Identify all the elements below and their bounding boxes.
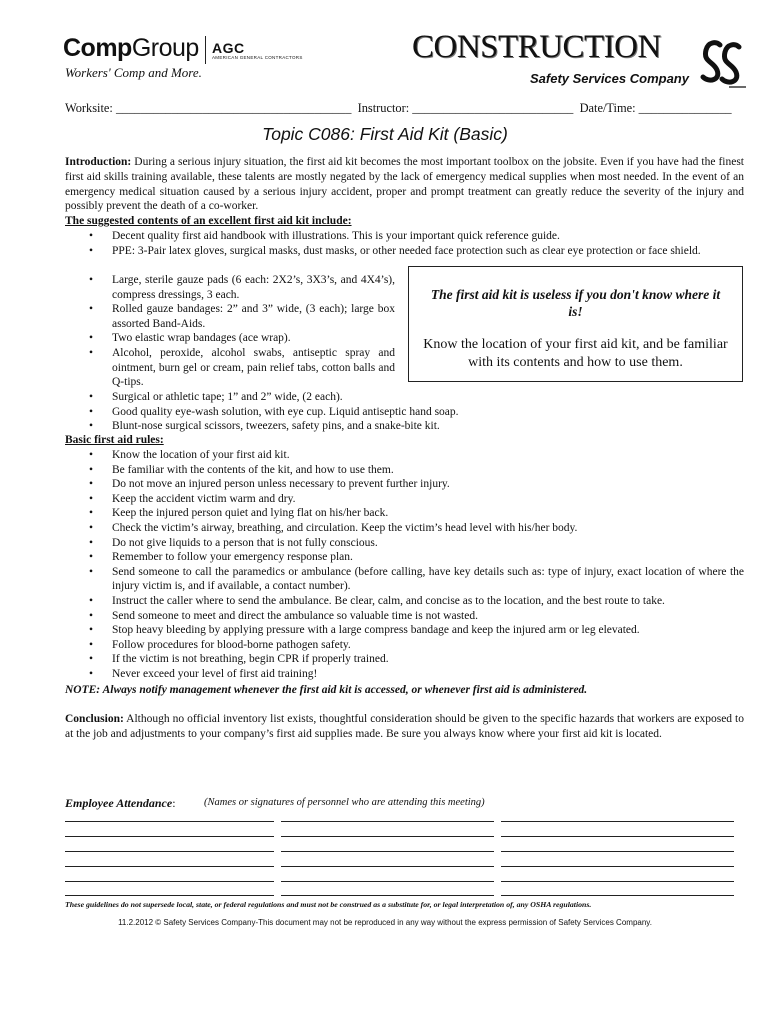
signature-line[interactable] [501, 851, 734, 852]
rules-list [65, 448, 744, 682]
signature-line[interactable] [65, 866, 274, 867]
compgroup-logo: CompGroup [63, 34, 199, 62]
signature-line[interactable] [65, 881, 274, 882]
ss-logo-icon [700, 36, 746, 88]
callout-box [408, 266, 743, 382]
list-item: • Surgical or athletic tape; 1” and 2” wide, (2 each). [65, 390, 744, 405]
list-item: • Instruct the caller where to send the ambulance. Be clear, calm, and concise as to the location, and the best route to take. [65, 594, 744, 609]
list-item: • Send someone to call the paramedics or ambulance (before calling, have key details such as: type of injury, exact location of where the injury victim is, and if available, a contact number). [65, 565, 744, 594]
list-item: • Know the location of your first aid kit. [65, 448, 744, 463]
company-name: Safety Services Company [530, 71, 689, 86]
contents-list [65, 229, 744, 258]
signature-line[interactable] [501, 895, 734, 896]
list-item: • Alcohol, peroxide, alcohol swabs, antiseptic spray and ointment, burn gel or cream, pain relief tabs, cotton balls and Q-tips. [65, 346, 395, 390]
list-item: • Be familiar with the contents of the kit, and how to use them. [65, 463, 744, 478]
list-item: • Blunt-nose surgical scissors, tweezers, safety pins, and a snake-bite kit. [65, 419, 744, 434]
signature-line[interactable] [501, 836, 734, 837]
attendance-instructions: (Names or signatures of personnel who are attending this meeting) [204, 797, 485, 808]
copyright-notice: 11.2.2012 © Safety Services Company-This document may not be reproduced in any way without the express permission of Safety Services Company. [118, 918, 652, 927]
signature-line[interactable] [65, 895, 274, 896]
list-item: • Large, sterile gauze pads (6 each: 2X2’s, 3X3’s, and 4X4’s), compress dressings, 3 each. [65, 273, 395, 302]
topic-title: Topic C086: First Aid Kit (Basic) [262, 124, 508, 144]
callout-text: Know the location of your first aid kit, and be familiar with its contents and how to use them. [423, 337, 728, 370]
list-item: • PPE: 3-Pair latex gloves, surgical masks, dust masks, or other needed face protection such as clear eye protection or face shield. [65, 244, 744, 259]
contents-heading: The suggested contents of an excellent first aid kit include: [65, 215, 352, 227]
signature-line[interactable] [501, 821, 734, 822]
list-item: • Rolled gauze bandages: 2” and 3” wide, (3 each); large box assorted Band-Aids. [65, 302, 395, 331]
list-item: • Send someone to meet and direct the ambulance so valuable time is not wasted. [65, 609, 744, 624]
list-item: • Do not move an injured person unless necessary to prevent further injury. [65, 477, 744, 492]
list-item: • Good quality eye-wash solution, with eye cup. Liquid antiseptic hand soap. [65, 405, 744, 420]
list-item: • Check the victim’s airway, breathing, and circulation. Keep the victim’s head level with his/her body. [65, 521, 744, 536]
list-item: • If the victim is not breathing, begin CPR if properly trained. [65, 652, 744, 667]
conclusion-text: Although no official inventory list exists, thoughtful consideration should be given to the specific hazards that workers are exposed to at the job and adjustments to your company’s first aid supplies made. Be sure you always know where your first aid kit is located. [65, 713, 744, 740]
list-item: • Stop heavy bleeding by applying pressure with a large compress bandage and keep the injured arm or leg elevated. [65, 623, 744, 638]
list-item: • Keep the accident victim warm and dry. [65, 492, 744, 507]
logo-tagline: Workers' Comp and More. [65, 65, 202, 80]
signature-line[interactable] [281, 851, 494, 852]
conclusion-label: Conclusion: [65, 713, 124, 725]
signature-line[interactable] [65, 821, 274, 822]
signature-line[interactable] [281, 836, 494, 837]
rules-heading: Basic first aid rules: [65, 434, 164, 446]
contents-list-continued [65, 390, 744, 434]
contents-list-narrow [65, 273, 395, 390]
callout-warning: The first aid kit is useless if you don't know where it is! [430, 287, 721, 319]
signature-line[interactable] [65, 851, 274, 852]
introduction-paragraph [65, 155, 744, 214]
signature-line[interactable] [281, 881, 494, 882]
signature-line[interactable] [281, 821, 494, 822]
agc-logo-subtitle: AMERICAN GENERAL CONTRACTORS [212, 55, 303, 60]
signature-line[interactable] [65, 836, 274, 837]
signature-line[interactable] [281, 866, 494, 867]
agc-logo: AGC [212, 40, 245, 56]
list-item: • Decent quality first aid handbook with illustrations. This is your important quick reference guide. [65, 229, 744, 244]
introduction-text: During a serious injury situation, the first aid kit becomes the most important toolbox on the jobsite. Even if you have had the finest first aid skills training available, these talents are mostly negated by the lack of emergency medical supplies when most needed. In the event of an emergency medical situation caused by a serious injury accident, proper and prompt treatment can greatly reduce the severity of the injury and possibly prevent the death of a co-worker. [65, 156, 744, 213]
list-item: • Follow procedures for blood-borne pathogen safety. [65, 638, 744, 653]
conclusion-paragraph [65, 712, 744, 742]
introduction-label: Introduction: [65, 156, 132, 168]
legal-disclaimer: These guidelines do not supersede local, state, or federal regulations and must not be construed as a substitute for, or legal interpretation of, any OSHA regulations. [65, 900, 592, 909]
worksite-instructor-date-fields[interactable]: Worksite: ______________________________________ Instructor: __________________________ Date/Time: _______________ [65, 101, 732, 115]
list-item: • Keep the injured person quiet and lying flat on his/her back. [65, 506, 744, 521]
signature-line[interactable] [501, 866, 734, 867]
management-note: NOTE: Always notify management whenever the first aid kit is accessed, or whenever first aid is administered. [65, 684, 588, 696]
attendance-label: Employee Attendance: [65, 796, 176, 810]
logo-divider [205, 36, 206, 64]
list-item: • Two elastic wrap bandages (ace wrap). [65, 331, 395, 346]
list-item: • Never exceed your level of first aid training! [65, 667, 744, 682]
signature-line[interactable] [501, 881, 734, 882]
document-title: CONSTRUCTION [412, 29, 661, 65]
signature-line[interactable] [281, 895, 494, 896]
list-item: • Remember to follow your emergency response plan. [65, 550, 744, 565]
list-item: • Do not give liquids to a person that is not fully conscious. [65, 536, 744, 551]
